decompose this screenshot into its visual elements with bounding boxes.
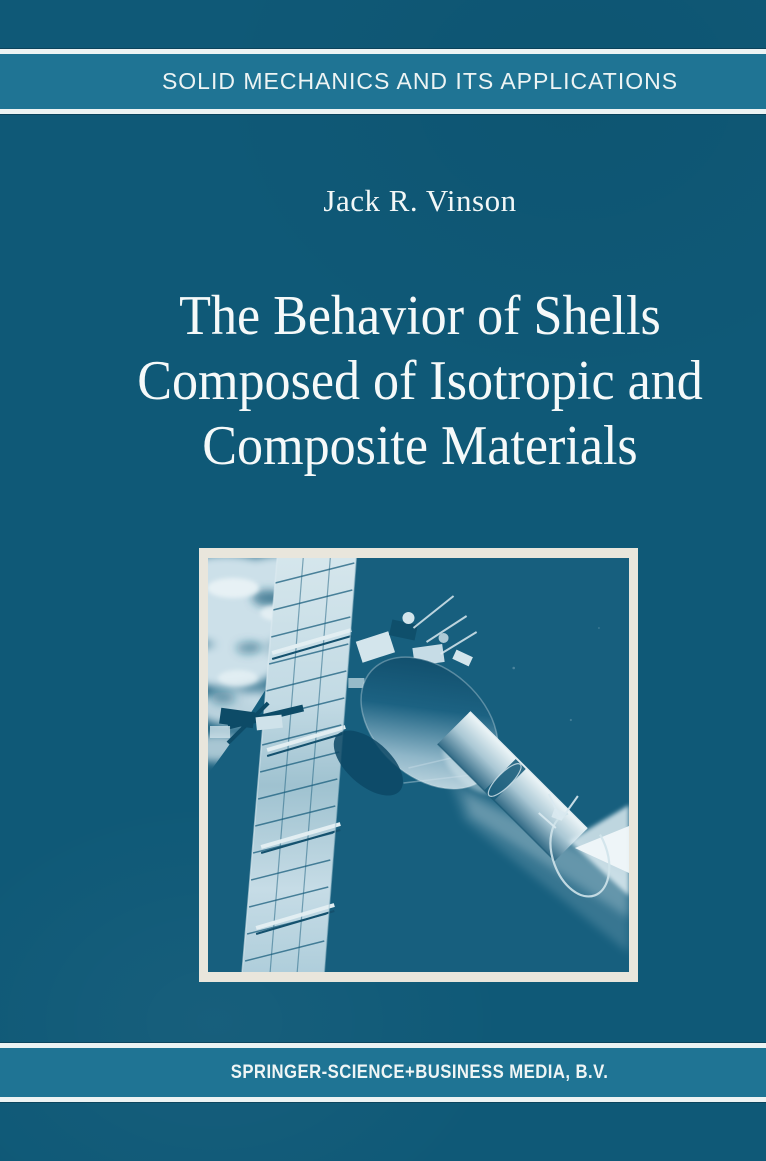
title-line: Composite Materials	[202, 415, 638, 477]
title-line: Composed of Isotropic and	[137, 350, 703, 412]
series-title: SOLID MECHANICS AND ITS APPLICATIONS	[161, 68, 679, 94]
publisher-name-text: SPRINGER-SCIENCE+BUSINESS MEDIA, B.V.	[231, 1062, 609, 1083]
publisher-name	[0, 1048, 766, 1097]
author-name: Jack R. Vinson	[323, 183, 517, 218]
cover-image-frame	[199, 548, 638, 982]
satellite-image	[208, 558, 629, 972]
title-line: The Behavior of Shells	[179, 285, 661, 347]
book-title	[29, 284, 766, 479]
